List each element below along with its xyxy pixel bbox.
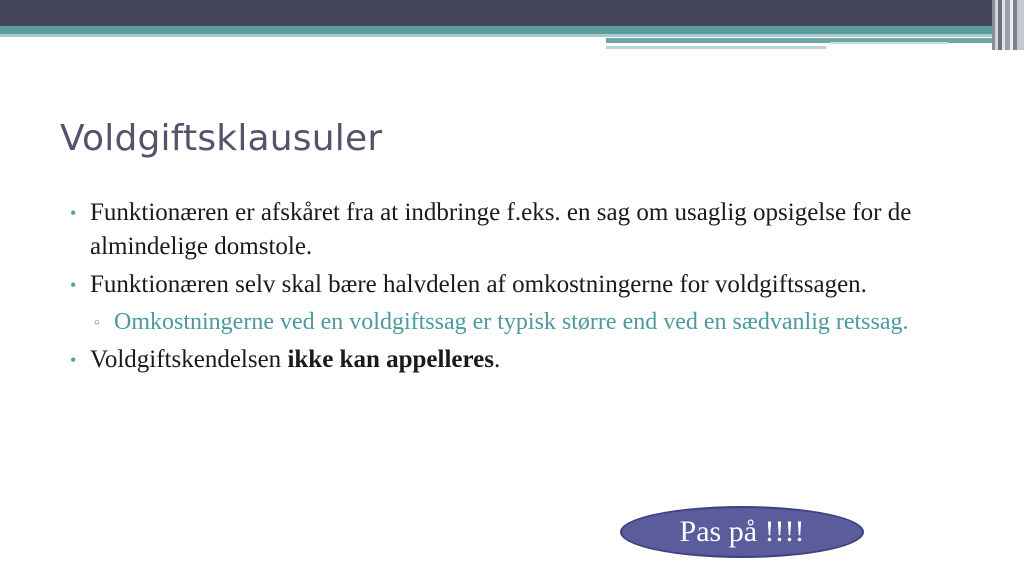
decorative-vertical-stripes <box>992 0 1024 50</box>
bullet-list <box>70 196 970 381</box>
bullet-text-end: . <box>493 346 501 373</box>
bullet-text: Funktionæren selv skal bære halvdelen af omkostningerne for voldgiftssagen. <box>90 271 867 298</box>
decorative-line <box>606 46 826 49</box>
decorative-line <box>830 42 948 44</box>
sub-bullet-text: Omkostningerne ved en voldgiftssag er typisk større end ved en sædvanlig retssag. <box>114 309 909 335</box>
bullet-icon: • <box>70 350 77 370</box>
header-band <box>0 0 1024 26</box>
header-accent-stripe <box>0 26 1000 34</box>
bullet-icon: • <box>70 203 77 223</box>
callout-badge: Pas på !!!! <box>620 506 864 558</box>
bullet-text: Funktionæren er afskåret fra at indbringe f.eks. en sag om usaglig opsigelse for de almindelige domstole. <box>90 199 912 260</box>
slide-title: Voldgiftsklausuler <box>60 118 383 159</box>
list-item <box>70 343 970 377</box>
square-bullet-icon: ▫ <box>94 315 100 331</box>
sub-list-item <box>70 306 970 339</box>
header-accent-stripe-light <box>0 34 1000 37</box>
bullet-text-lead: Voldgiftskendelsen <box>90 346 288 373</box>
list-item <box>70 268 970 302</box>
bullet-icon: • <box>70 275 77 295</box>
list-item <box>70 196 970 264</box>
bullet-text-emphasis: ikke kan appelleres <box>287 346 494 373</box>
